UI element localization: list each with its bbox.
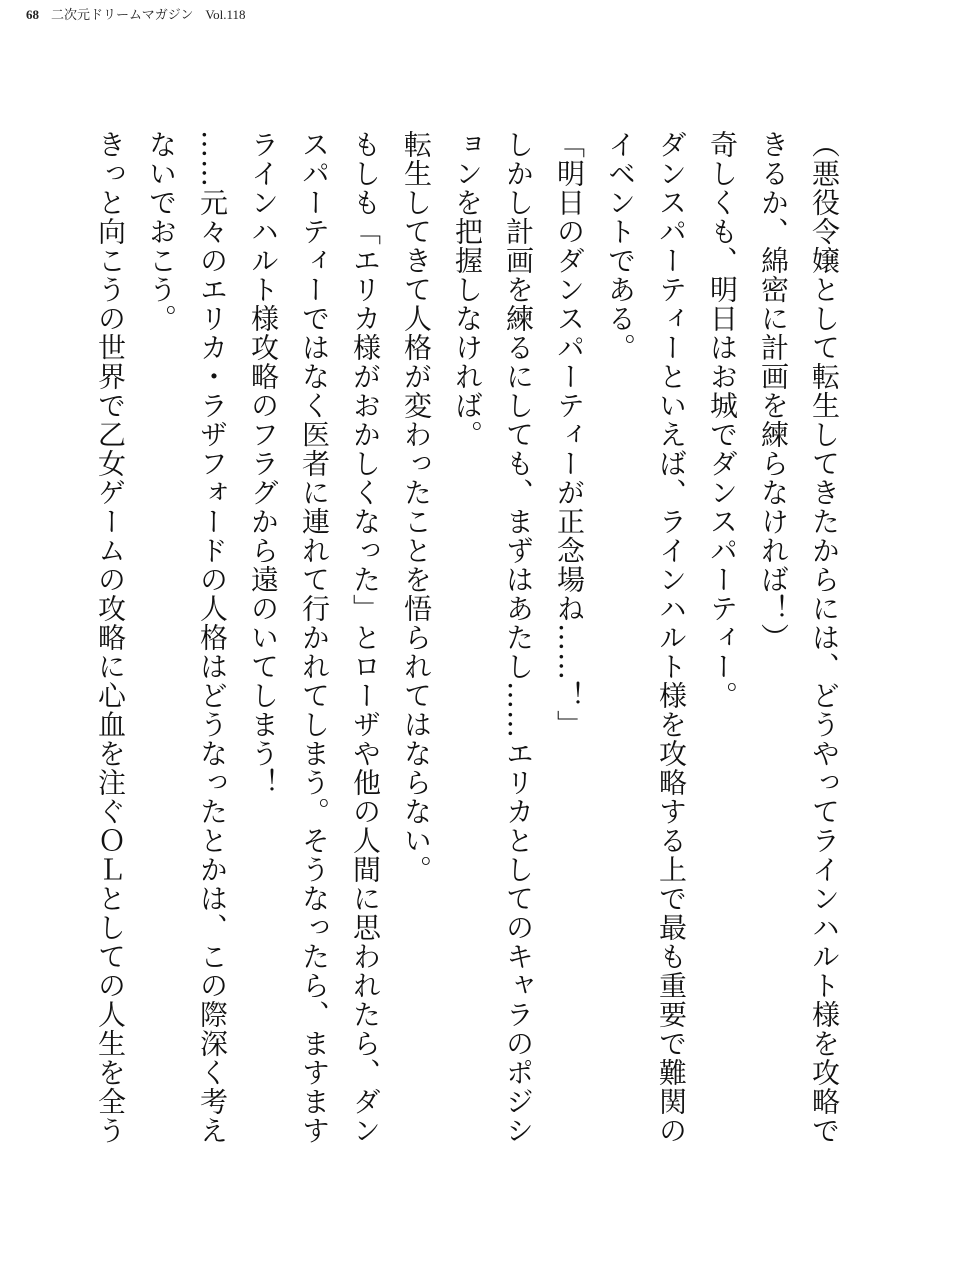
paragraph: ダンスパーティーといえば、ラインハルト様を攻略する上で最も重要で難関のイベントである。 [604,130,688,1145]
volume-label: Vol.118 [205,7,246,22]
paragraph: きっと向こうの世界で乙女ゲームの攻略に心血を注ぐＯＬとしての人生を全う [94,130,127,1145]
paragraph: （悪役令嬢として転生してきたからには、どうやってラインハルト様を攻略できるか、綿密に計画を練らなければ！） [757,130,841,1145]
paragraph: 奇しくも、明日はお城でダンスパーティー。 [706,130,739,710]
magazine-title: 二次元ドリームマガジン [51,8,194,23]
paragraph: しかし計画を練るにしても、まずはあたし……エリカとしてのキャラのポジションを把握しなければ。 [451,130,535,1145]
vertical-text-body [94,130,850,1150]
paragraph: 転生してきて人格が変わったことを悟られてはならない。 [400,130,433,884]
paragraph: 「明日のダンスパーティーが正念場ね……！」 [553,130,586,739]
running-header [26,4,246,24]
page-number: 68 [26,7,39,22]
paragraph: もしも「エリカ様がおかしくなった」とローザや他の人間に思われたら、ダンスパーティーではなく医者に連れて行かれてしまう。そうなったら、ますますラインハルト様攻略のフラグから遠のいてしまう！ [247,130,382,1145]
paragraph: ……元々のエリカ・ラザフォードの人格はどうなったとかは、この際深く考えないでおこう。 [145,130,229,1145]
